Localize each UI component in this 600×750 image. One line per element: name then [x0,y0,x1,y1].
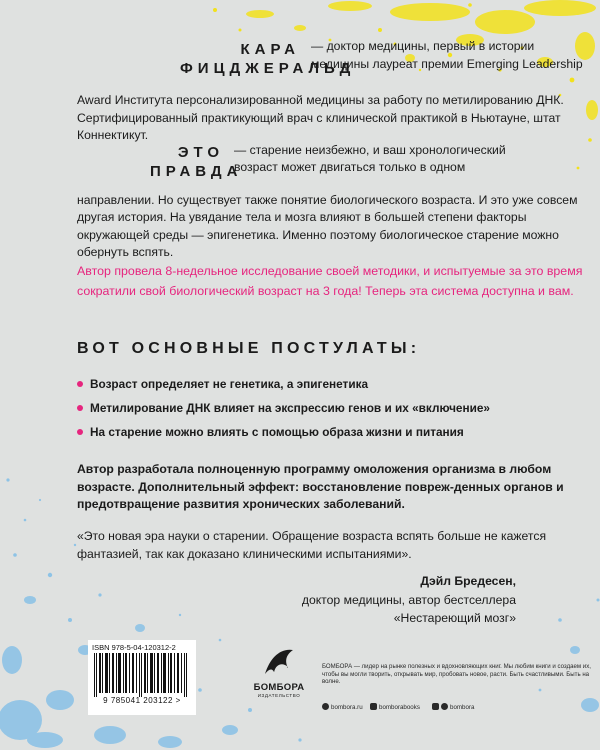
truth-text-lead: — старение неизбежно, и ваш хронологический возраст может двигаться только в одном [234,143,506,175]
quote-attribution [200,572,516,628]
endorsement-quote: «Это новая эра науки о старении. Обращение возраста вспять больше не кажется фантазией, так как доказано клиническими испытаниями». [77,529,547,561]
instagram-icon [370,703,377,710]
postulate-item: Метилирование ДНК влияет на экспрессию генов и их «включение» [77,400,597,424]
postulate-item: Возраст определяет не генетика, а эпигенетика [77,376,597,400]
truth-heading-line1: ЭТО [177,144,224,161]
postulates-heading: ВОТ ОСНОВНЫЕ ПОСТУЛАТЫ: [77,340,421,357]
social-vk-label: bombora [450,704,475,711]
author-bio-lead: — доктор медицины, первый в истории медицины лауреат премии Emerging Leadership [311,39,583,71]
publisher-logo-name: БОМБОРА [253,682,305,693]
truth-heading [150,143,243,181]
social-vk[interactable] [432,703,474,712]
publisher-logo [249,644,309,706]
postulates-list [77,376,597,448]
author-name-last: ФИЦДЖЕРАЛЬД [180,60,356,77]
social-website[interactable] [322,703,363,712]
author-name-first: КАРА [240,41,300,58]
quote-author-book: «Нестареющий мозг» [393,611,516,625]
social-instagram[interactable] [370,703,420,712]
telegram-icon [441,703,448,710]
truth-heading-line2: ПРАВДА [150,163,243,180]
isbn-text: ISBN 978-5-04-120312-2 [92,643,176,652]
truth-text-rest: направлении. Но существует также понятие биологического возраста. И это уже совсем другая история. На увядание тела и мозга влияют в большей степени факторы окружающей среды — эпигенетика. Именно поэтому биологическое старение можно обернуть вспять. [77,193,578,260]
publisher-socials [322,703,592,713]
bombora-wave-icon [262,644,296,678]
program-description: Автор разработала полноценную программу омоложения организма в любом возрасте. Дополнительный эффект: восстановление повреж-денных органов и предотвращение развития хронических заболеваний. [77,462,564,511]
quote-author-role: доктор медицины, автор бестселлера [301,592,516,607]
publisher-blurb: БОМБОРА — лидер на рынке полезных и вдохновляющих книг. Мы любим книги и создаем их, чтобы вы могли творить, открывать мир, пробовать новое, расти. Быть счастливыми. Быть на волне. [322,663,591,685]
social-instagram-label: bomborabooks [379,704,420,711]
isbn-barcode [88,640,196,715]
barcode-number: 9 785041 203122 > [103,696,181,705]
author-name [180,40,356,78]
barcode-bars-icon [92,653,192,697]
globe-icon [322,703,329,710]
quote-author-name: Дэйл Бредесен, [420,574,516,588]
vk-icon [432,703,439,710]
author-bio-rest: Award Института персонализированной медицины за работу по метилированию ДНК. Сертифицированный практикующий врач с клинической практикой в Ньютауне, штат Коннектикут. [77,93,564,142]
social-website-label: bombora.ru [331,704,363,711]
postulate-item: На старение можно влиять с помощью образа жизни и питания [77,424,597,448]
study-highlight: Автор провела 8-недельное исследование своей методики, и испытуемые за это время сократили свой биологический возраст на 3 года! Теперь эта система доступна и вам. [77,264,583,298]
publisher-logo-sub: ИЗДАТЕЛЬСТВО [257,693,301,698]
